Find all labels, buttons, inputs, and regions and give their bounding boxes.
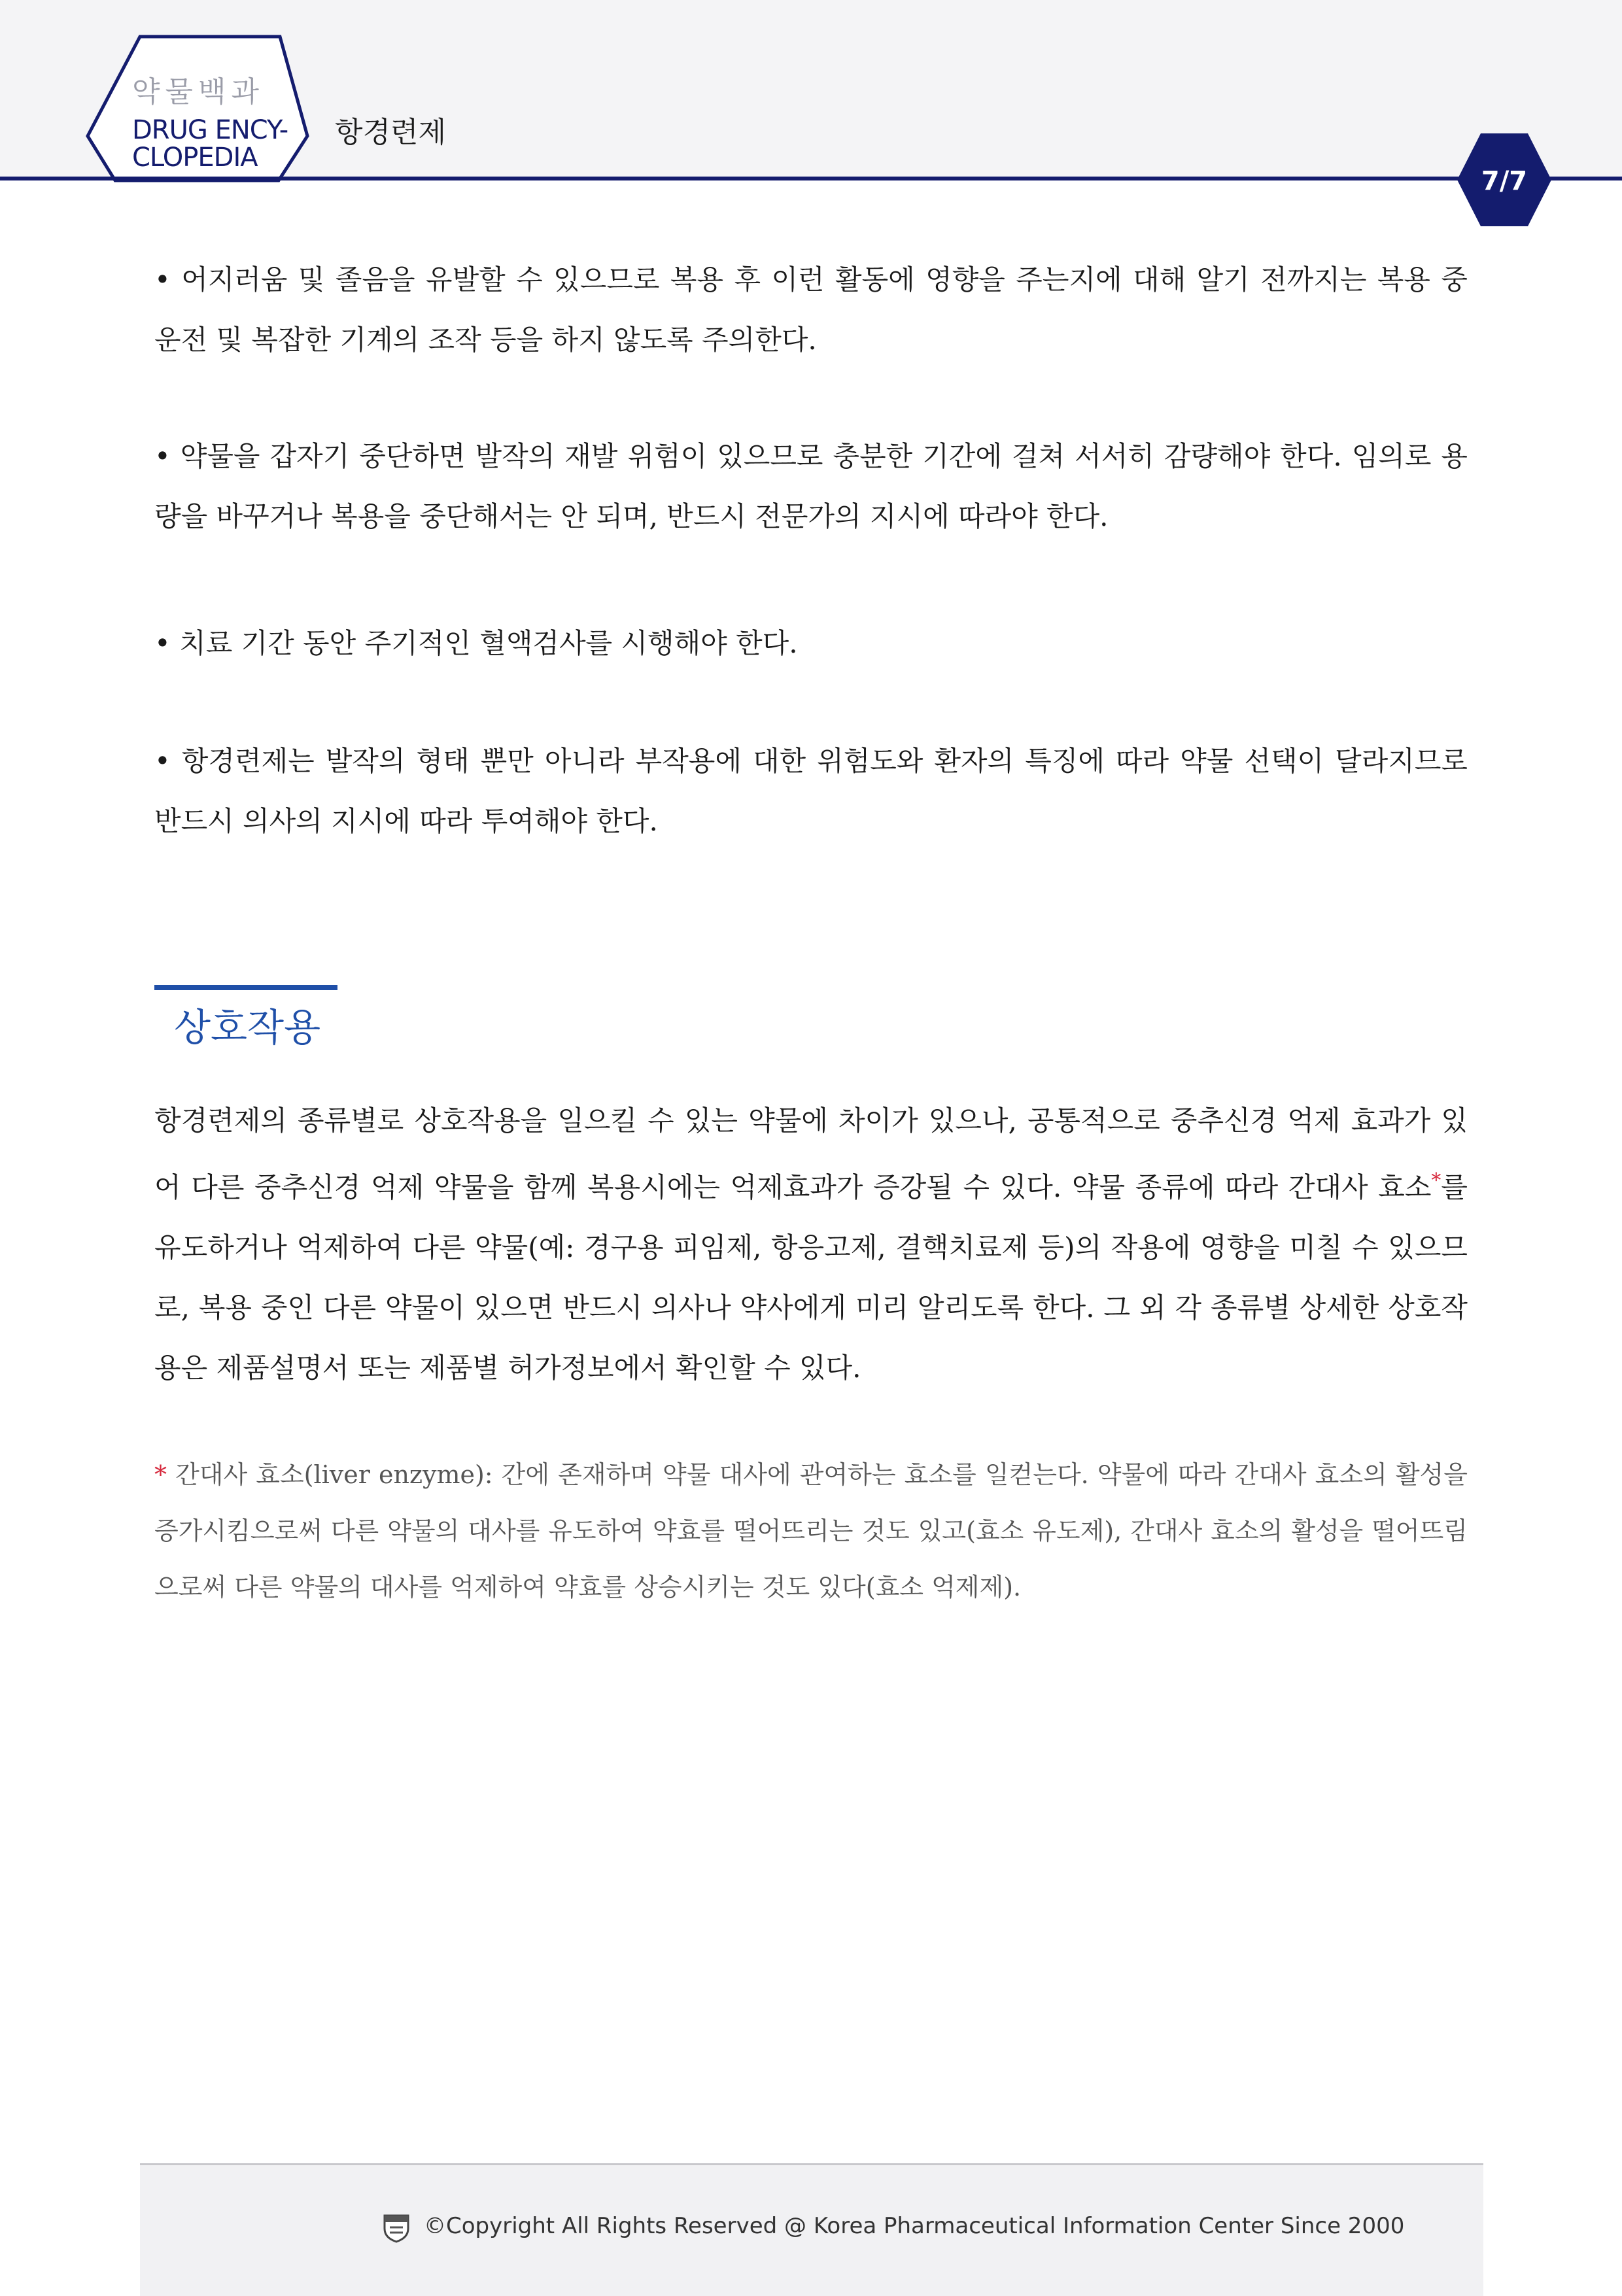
interaction-paragraph <box>154 1091 1468 1398</box>
shield-icon <box>382 2213 411 2243</box>
caution-bullet-2: • 약물을 갑자기 중단하면 발작의 재발 위험이 있으므로 충분한 기간에 걸쳐 서서히 감량해야 한다. 임의로 용량을 바꾸거나 복용을 중단해서는 안 되며, 반드시 전문가의 지시에 따라야 한다. <box>154 440 1468 532</box>
page-number: 7/7 <box>1481 166 1528 196</box>
interaction-text-part-1: 항경련제의 종류별로 상호작용을 일으킬 수 있는 약물에 차이가 있으나, 공통적으로 중추신경 억제 효과가 있어 다른 중추신경 억제 약물을 함께 복용시에는 억제효과가 증강될 수 있다. 약물 종류에 따라 간대사 효소 <box>154 1105 1468 1203</box>
copyright-text: ©Copyright All Rights Reserved @ Korea Pharmaceutical Information Center Since 2000 <box>424 2213 1405 2239</box>
footnote <box>154 1447 1468 1615</box>
interaction-text-part-2: 를 유도하거나 억제하여 다른 약물(예: 경구용 피임제, 항응고제, 결핵치료제 등)의 작용에 영향을 미칠 수 있으므로, 복용 중인 다른 약물이 있으면 반드시 의사나 약사에게 미리 알리도록 한다. 그 외 각 종류별 상세한 상호작용은 제품설명서 또는 제품별 허가정보에서 확인할 수 있다. <box>154 1171 1468 1384</box>
caution-bullet-3: • 치료 기간 동안 주기적인 혈액검사를 시행해야 한다. <box>154 627 798 659</box>
footnote-marker: * <box>154 1460 167 1489</box>
footnote-asterisk: * <box>1431 1169 1441 1192</box>
section-accent-bar <box>154 985 337 990</box>
caution-bullet-4: • 항경련제는 발작의 형태 뿐만 아니라 부작용에 대한 위험도와 환자의 특징에 따라 약물 선택이 달라지므로 반드시 의사의 지시에 따라 투여해야 한다. <box>154 745 1468 837</box>
logo-english-line-1: DRUG ENCY- <box>132 115 288 145</box>
header-rule <box>0 177 1622 180</box>
section-title-interactions: 상호작용 <box>174 1005 321 1050</box>
footnote-text: 간대사 효소(liver enzyme): 간에 존재하며 약물 대사에 관여하는 효소를 일컫는다. 약물에 따라 간대사 효소의 활성을 증가시킴으로써 다른 약물의 대사를 유도하여 약효를 떨어뜨리는 것도 있고(효소 유도제), 간대사 효소의 활성을 떨어뜨림으로써 다른 약물의 대사를 억제하여 약효를 상승시키는 것도 있다(효소 억제제). <box>154 1460 1468 1602</box>
logo-korean: 약물백과 <box>132 75 265 109</box>
logo-english-line-2: CLOPEDIA <box>132 143 258 173</box>
page-title: 항경련제 <box>335 116 447 149</box>
caution-bullet-1: • 어지러움 및 졸음을 유발할 수 있으므로 복용 후 이런 활동에 영향을 주는지에 대해 알기 전까지는 복용 중 운전 및 복잡한 기계의 조작 등을 하지 않도록 주의한다. <box>154 264 1468 356</box>
